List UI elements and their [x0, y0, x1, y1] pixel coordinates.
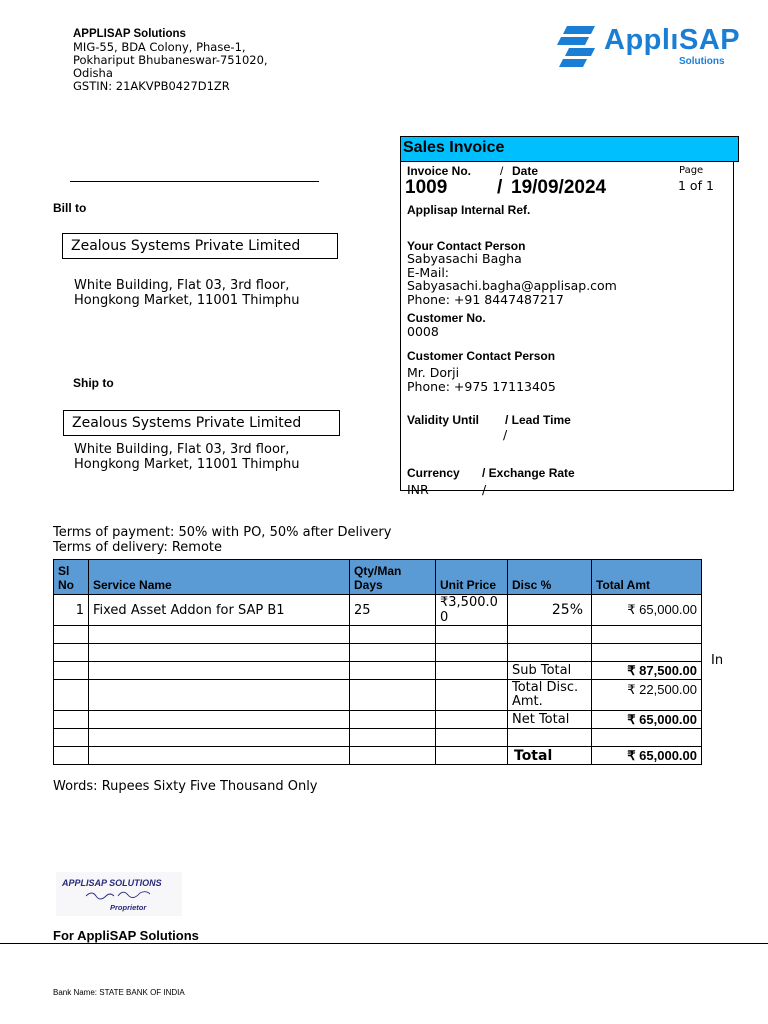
lead-time-slash: / — [503, 427, 508, 442]
validity-label: Validity Until — [407, 413, 480, 427]
page-label: Page — [679, 165, 704, 176]
bill-to-name: Zealous Systems Private Limited — [62, 233, 338, 259]
table-row-net-total — [54, 711, 702, 729]
company-address-line-1: MIG-55, BDA Colony, Phase-1, — [73, 40, 246, 54]
terms-of-delivery: Terms of delivery: Remote — [53, 539, 223, 555]
bill-to-label: Bill to — [53, 201, 87, 215]
net-total-value: ₹ 65,000.00 — [592, 711, 702, 729]
internal-ref-label: Applisap Internal Ref. — [407, 203, 531, 217]
total-disc-value: ₹ 22,500.00 — [592, 680, 702, 711]
invoice-number-date-slash: / — [497, 177, 503, 198]
ship-to-name: Zealous Systems Private Limited — [63, 410, 340, 436]
ship-to-label: Ship to — [73, 376, 114, 390]
header-total-amt: Total Amt — [592, 560, 702, 595]
footer-divider — [0, 943, 768, 944]
customer-contact-block — [407, 366, 556, 393]
item-service-name: Fixed Asset Addon for SAP B1 — [89, 595, 350, 626]
contact-email: Sabyasachi.bagha@applisap.com — [407, 278, 617, 293]
contact-person-name: Sabyasachi Bagha — [407, 251, 522, 266]
invoice-slash: / — [500, 164, 504, 178]
customer-contact-label: Customer Contact Person — [407, 349, 556, 363]
bill-to-address — [74, 278, 300, 308]
table-row — [54, 595, 702, 626]
ship-to-address-line-2: Hongkong Market, 11001 Thimphu — [74, 457, 300, 472]
ship-to-address — [74, 442, 300, 472]
company-address-line-3: Odisha — [73, 66, 113, 80]
side-text: In — [711, 653, 724, 668]
company-name: APPLISAP Solutions — [73, 28, 186, 40]
company-stamp-signature — [56, 872, 182, 916]
company-block — [73, 28, 268, 93]
item-sl: 1 — [54, 595, 89, 626]
company-gstin: GSTIN: 21AKVPB0427D1ZR — [73, 79, 230, 93]
amount-in-words: Words: Rupees Sixty Five Thousand Only — [53, 779, 318, 794]
contact-person-label: Your Contact Person — [407, 239, 526, 253]
logo-subtitle: Solutions — [679, 56, 725, 67]
total-disc-label: Total Disc. Amt. — [508, 680, 592, 711]
table-row-empty — [54, 644, 702, 662]
table-row-empty — [54, 729, 702, 747]
invoice-number-label: Invoice No. — [407, 164, 472, 178]
item-disc: 25% — [508, 595, 592, 626]
header-unit-price: Unit Price — [436, 560, 508, 595]
divider-line — [70, 181, 319, 182]
stamp-company-text: APPLISAP SOLUTIONS — [62, 878, 162, 888]
net-total-label: Net Total — [508, 711, 592, 729]
header-disc: Disc % — [508, 560, 592, 595]
contact-email-label: E-Mail: — [407, 264, 450, 280]
page-value: 1 of 1 — [678, 178, 714, 193]
item-qty: 25 — [350, 595, 436, 626]
bill-to-address-line-1: White Building, Flat 03, 3rd floor, — [74, 278, 290, 293]
terms-of-payment: Terms of payment: 50% with PO, 50% after Delivery — [53, 525, 392, 540]
total-label: Total — [508, 747, 592, 765]
sub-total-label: Sub Total — [508, 662, 592, 680]
items-table — [53, 559, 702, 765]
sub-total-value: ₹ 87,500.00 — [592, 662, 702, 680]
exchange-rate-label: / Exchange Rate — [482, 466, 575, 480]
logo-wordmark: ApplıSAP — [604, 24, 741, 56]
item-unit-price: ₹3,500.00 — [436, 595, 508, 626]
table-row-empty — [54, 626, 702, 644]
exchange-rate-slash: / — [482, 482, 487, 497]
bank-name: Bank Name: STATE BANK OF INDIA — [53, 988, 185, 997]
customer-no-label: Customer No. — [407, 311, 486, 325]
table-header-row — [54, 560, 702, 595]
invoice-date: 19/09/2024 — [511, 177, 607, 198]
invoice-title: Sales Invoice — [400, 136, 739, 162]
contact-person-block — [407, 252, 617, 306]
terms-block — [53, 526, 391, 555]
table-row-total — [54, 747, 702, 765]
header-sl-no: Sl No — [54, 560, 89, 595]
table-row-total-disc — [54, 680, 702, 711]
invoice-number: 1009 — [405, 177, 448, 198]
company-address-line-2: Pokhariput Bhubaneswar-751020, — [73, 53, 268, 67]
customer-no: 0008 — [407, 324, 439, 339]
invoice-date-label: Date — [512, 164, 539, 178]
stamp-proprietor-text: Proprietor — [110, 903, 147, 912]
ship-to-address-line-1: White Building, Flat 03, 3rd floor, — [74, 442, 290, 457]
signature-for-label: For AppliSAP Solutions — [53, 928, 199, 943]
lead-time-label: / Lead Time — [505, 413, 571, 427]
table-row-sub-total — [54, 662, 702, 680]
customer-contact-phone: Phone: +975 17113405 — [407, 378, 556, 394]
header-qty: Qty/Man Days — [350, 560, 436, 595]
bill-to-address-line-2: Hongkong Market, 11001 Thimphu — [74, 293, 300, 308]
currency-label: Currency — [407, 466, 460, 480]
contact-phone: Phone: +91 8447487217 — [407, 291, 564, 307]
customer-contact-name: Mr. Dorji — [407, 365, 460, 380]
applisap-logo-icon — [555, 24, 599, 68]
currency-value: INR — [407, 482, 429, 497]
total-value: ₹ 65,000.00 — [592, 747, 702, 765]
header-service-name: Service Name — [89, 560, 350, 595]
item-total: ₹ 65,000.00 — [592, 595, 702, 626]
